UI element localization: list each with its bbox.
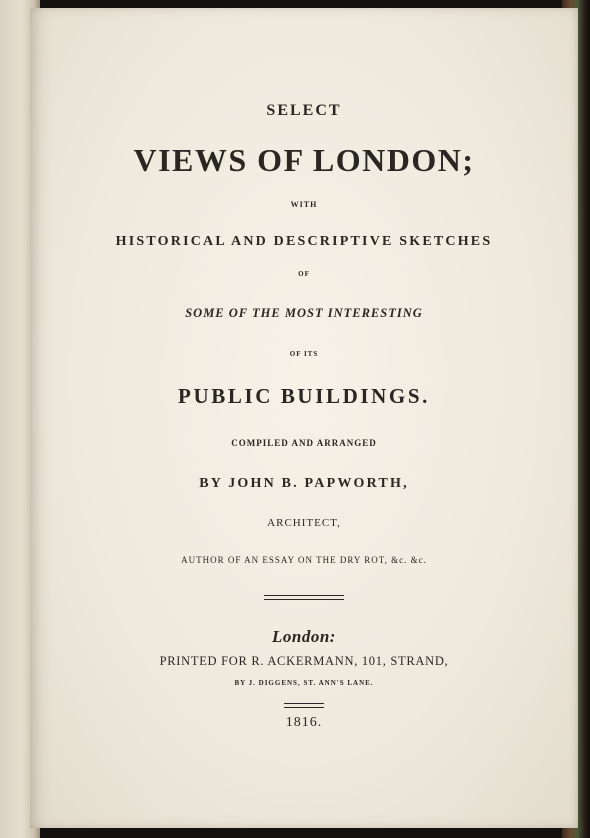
title-page xyxy=(30,8,578,828)
short-double-rule xyxy=(284,703,324,708)
title-views-of-london: VIEWS OF LONDON; xyxy=(133,142,475,178)
title-with: WITH xyxy=(290,200,318,209)
publication-year: 1816. xyxy=(285,715,323,730)
double-rule-divider xyxy=(264,595,344,600)
imprint-typesetter: BY J. DIGGENS, ST. ANN'S LANE. xyxy=(234,679,374,687)
subtitle-of-its: OF ITS xyxy=(289,350,319,358)
subtitle-public-buildings: PUBLIC BUILDINGS. xyxy=(178,384,430,408)
author-credentials: AUTHOR OF AN ESSAY ON THE DRY ROT, &c. &c. xyxy=(181,555,427,565)
title-select: SELECT xyxy=(266,102,342,119)
compiled-and-arranged: COMPILED AND ARRANGED xyxy=(231,438,377,448)
subtitle-most-interesting: SOME OF THE MOST INTERESTING xyxy=(185,306,423,320)
imprint-printer: PRINTED FOR R. ACKERMANN, 101, STRAND, xyxy=(159,654,449,668)
author-name: BY JOHN B. PAPWORTH, xyxy=(199,476,409,491)
imprint-city: London: xyxy=(272,627,336,646)
subtitle-of: OF xyxy=(298,270,310,278)
author-profession: ARCHITECT, xyxy=(267,517,341,529)
subtitle-sketches: HISTORICAL AND DESCRIPTIVE SKETCHES xyxy=(115,234,493,249)
